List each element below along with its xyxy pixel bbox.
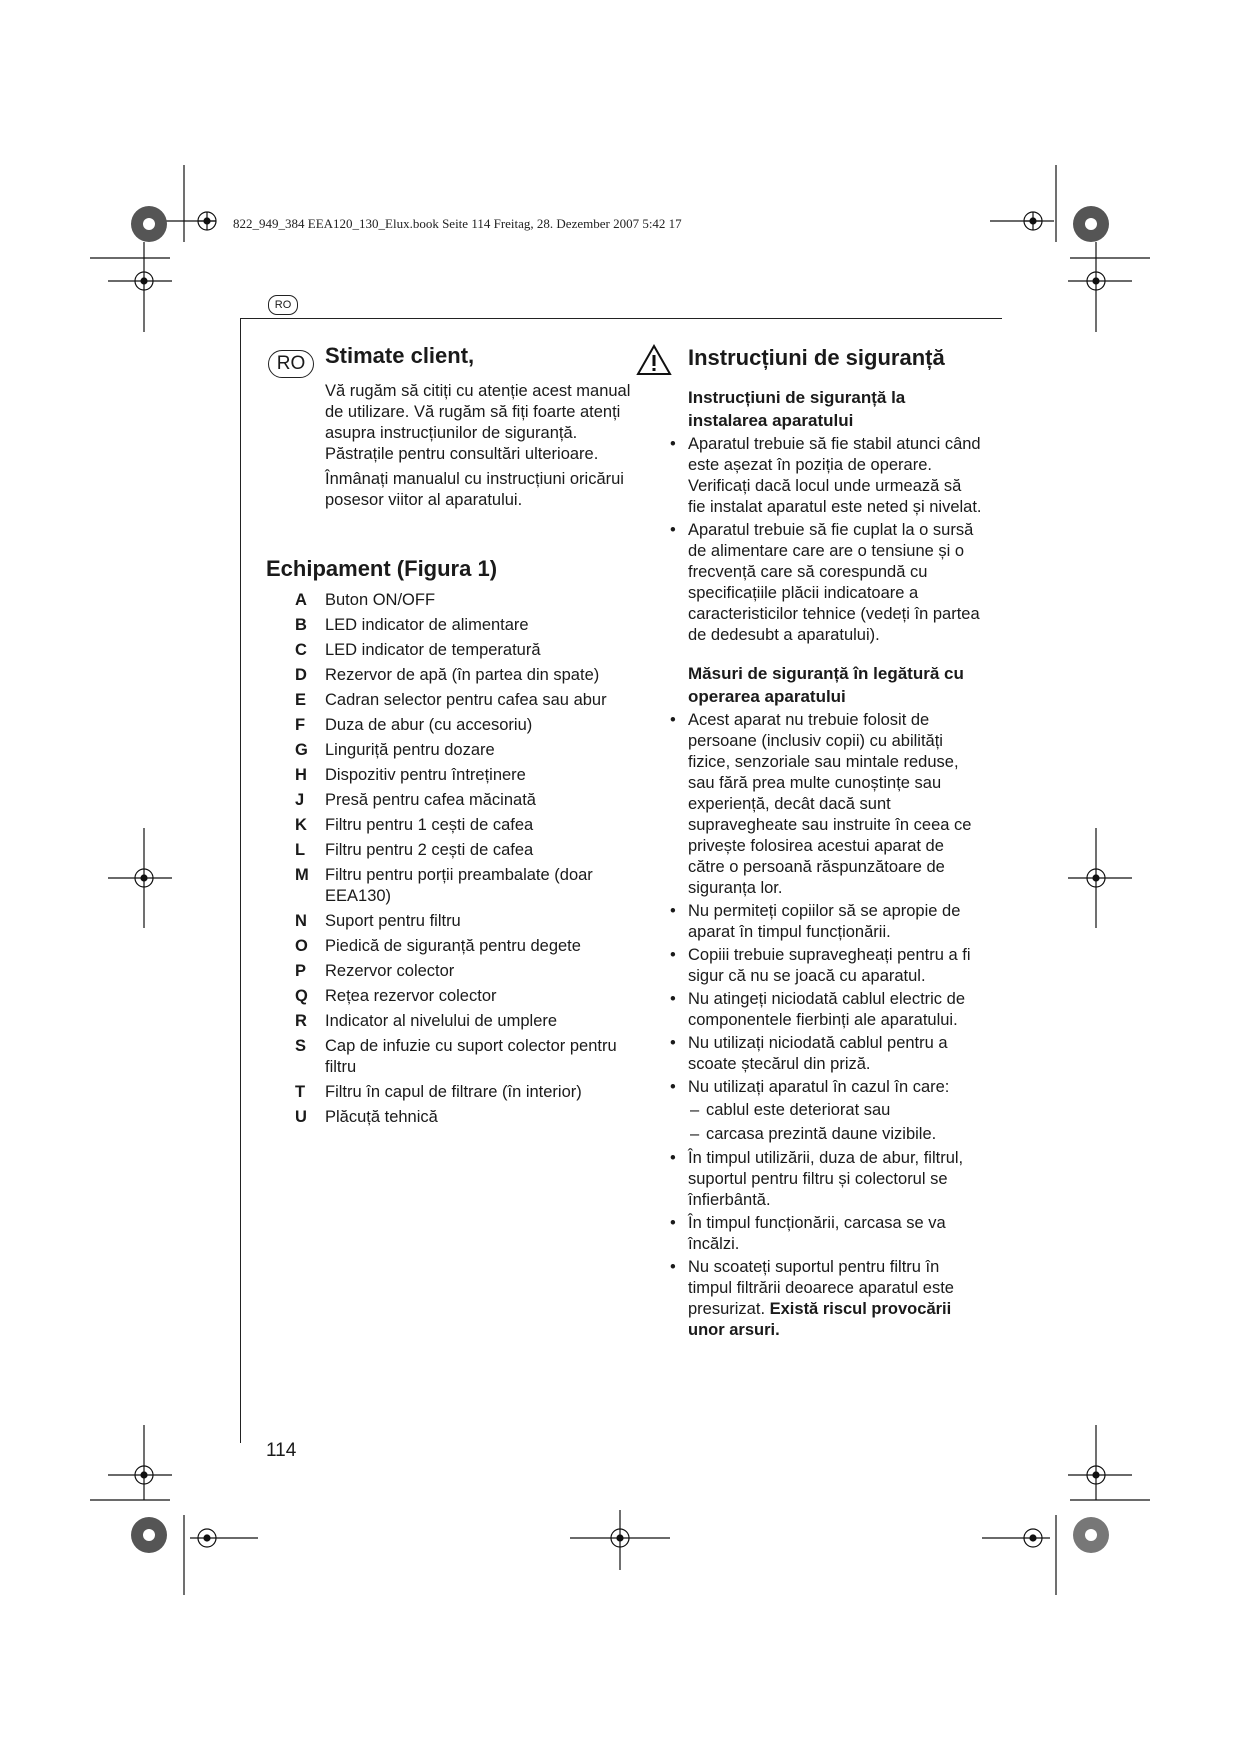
- list-item: • Nu atingeți niciodată cablul electric de componentele fierbinți ale aparatului.: [670, 990, 965, 1029]
- welcome-text: [325, 381, 635, 515]
- list-item: – cablul este deteriorat sau: [690, 1101, 891, 1119]
- burn-warning: Există riscul provocării unor arsuri.: [688, 1300, 952, 1339]
- left-rule: [240, 318, 241, 1443]
- file-header: 822_949_384 EEA120_130_Elux.book Seite 114 Freitag, 28. Dezember 2007 5:42 17: [233, 216, 682, 231]
- equipment-label: Plăcuță tehnică: [325, 1108, 438, 1126]
- welcome-paragraph: Înmânați manualul cu instrucțiuni oricărui posesor viitor al aparatului.: [325, 470, 624, 509]
- equipment-label: LED indicator de alimentare: [325, 616, 529, 634]
- list-item: – carcasa prezintă daune vizibile.: [690, 1125, 937, 1143]
- equipment-key: E: [295, 691, 307, 709]
- safety-section: [670, 386, 983, 1343]
- equipment-item: [295, 740, 640, 761]
- equipment-key: A: [295, 591, 307, 609]
- equipment-label: Filtru pentru 1 cești de cafea: [325, 816, 534, 834]
- equipment-label: LED indicator de temperatură: [325, 641, 541, 659]
- equipment-item: [295, 765, 640, 786]
- install-bullets: [670, 434, 983, 646]
- equipment-key: G: [295, 741, 308, 759]
- equipment-item: [295, 936, 640, 957]
- safety-title: Instrucțiuni de siguranță: [688, 345, 945, 370]
- equipment-list: [295, 590, 640, 1132]
- install-subtitle: Instrucțiuni de siguranță la instalarea aparatului: [688, 388, 906, 430]
- page-number: 114: [266, 1440, 297, 1461]
- equipment-key: B: [295, 616, 307, 634]
- equipment-key: H: [295, 766, 307, 784]
- equipment-label: Rezervor colector: [325, 962, 455, 980]
- equipment-key: O: [295, 937, 308, 955]
- equipment-item: [295, 790, 640, 811]
- equipment-item: [295, 690, 640, 711]
- welcome-title: Stimate client,: [325, 343, 475, 368]
- equipment-item: [295, 911, 640, 932]
- equipment-item: [295, 961, 640, 982]
- list-item: • Nu utilizați aparatul în cazul în care:: [670, 1078, 950, 1096]
- equipment-label: Rezervor de apă (în partea din spate): [325, 666, 600, 684]
- equipment-item: [295, 1036, 640, 1078]
- list-item: • Aparatul trebuie să fie cuplat la o sursă de alimentare care are o tensiune și o frecvență care să corespundă cu specificațiile plăcii indicatoare a caracteristicilor tehnice (vedeți în partea de dedesubt a aparatului).: [670, 521, 980, 644]
- equipment-item: [295, 1011, 640, 1032]
- list-item: • Copiii trebuie supravegheați pentru a fi sigur că nu se joacă cu aparatul.: [670, 946, 971, 985]
- condition-list: [688, 1100, 983, 1145]
- list-item: • Nu scoateți suportul pentru filtru în timpul filtrării deoarece aparatul este presurizat. Există riscul provocării unor arsuri.: [670, 1258, 954, 1339]
- equipment-label: Presă pentru cafea măcinată: [325, 791, 536, 809]
- equipment-label: Indicator al nivelului de umplere: [325, 1012, 558, 1030]
- language-badge: RO: [268, 350, 314, 378]
- equipment-key: S: [295, 1037, 307, 1055]
- equipment-key: C: [295, 641, 307, 659]
- equipment-label: Filtru pentru porții preambalate (doar EEA130): [325, 866, 593, 905]
- equipment-key: P: [295, 962, 307, 980]
- equipment-item: [295, 840, 640, 861]
- equipment-label: Suport pentru filtru: [325, 912, 461, 930]
- equipment-label: Cadran selector pentru cafea sau abur: [325, 691, 607, 709]
- equipment-key: L: [295, 841, 306, 859]
- equipment-label: Linguriță pentru dozare: [325, 741, 495, 759]
- equipment-item: [295, 865, 640, 907]
- operation-bullets-2: [670, 1148, 983, 1341]
- equipment-key: F: [295, 716, 306, 734]
- warning-icon: [636, 344, 672, 376]
- equipment-label: Dispozitiv pentru întreținere: [325, 766, 526, 784]
- list-item: • În timpul utilizării, duza de abur, filtrul, suportul pentru filtru și colectorul se înfierbântă.: [670, 1149, 964, 1209]
- equipment-label: Rețea rezervor colector: [325, 987, 497, 1005]
- welcome-paragraph: Vă rugăm să citiți cu atenție acest manual de utilizare. Vă rugăm să fiți foarte atenți asupra instrucțiunilor de siguranță. Păstrațile pentru consultări ulterioare.: [325, 382, 631, 463]
- equipment-item: [295, 1082, 640, 1103]
- equipment-item: [295, 640, 640, 661]
- equipment-key: U: [295, 1108, 307, 1126]
- equipment-key: T: [295, 1083, 306, 1101]
- equipment-label: Cap de infuzie cu suport colector pentru filtru: [325, 1037, 617, 1076]
- equipment-item: [295, 815, 640, 836]
- equipment-key: N: [295, 912, 307, 930]
- list-item: • Nu permiteți copiilor să se apropie de aparat în timpul funcționării.: [670, 902, 961, 941]
- equipment-item: [295, 665, 640, 686]
- top-rule: [240, 318, 1002, 319]
- equipment-key: M: [295, 866, 309, 884]
- equipment-key: Q: [295, 987, 308, 1005]
- operation-subtitle: Măsuri de siguranță în legătură cu operarea aparatului: [688, 664, 964, 706]
- equipment-title: Echipament (Figura 1): [266, 556, 498, 581]
- equipment-item: [295, 986, 640, 1007]
- equipment-key: R: [295, 1012, 307, 1030]
- equipment-item: [295, 1107, 640, 1128]
- equipment-key: K: [295, 816, 307, 834]
- list-item: • Aparatul trebuie să fie stabil atunci când este așezat în poziția de operare. Verificați dacă locul unde urmează să fie instalat aparatul este neted și nivelat.: [670, 435, 982, 516]
- operation-bullets: [670, 710, 983, 1098]
- equipment-label: Filtru pentru 2 cești de cafea: [325, 841, 534, 859]
- equipment-item: [295, 615, 640, 636]
- equipment-item: [295, 715, 640, 736]
- list-item: • În timpul funcționării, carcasa se va încălzi.: [670, 1214, 946, 1253]
- equipment-label: Buton ON/OFF: [325, 591, 436, 609]
- equipment-label: Piedică de siguranță pentru degete: [325, 937, 581, 955]
- equipment-key: D: [295, 666, 307, 684]
- list-item: • Nu utilizați niciodată cablul pentru a scoate ștecărul din priză.: [670, 1034, 948, 1073]
- list-item: • Acest aparat nu trebuie folosit de persoane (inclusiv copii) cu abilități fizice, senzoriale sau mintale reduse, sau fără prea multe cunoștințe sau experiență, decât dacă sunt supravegheate sau instruite în ceea ce privește folosirea acestui aparat de către o persoană răspunzătoare de siguranța lor.: [670, 711, 972, 897]
- equipment-key: J: [295, 791, 305, 809]
- equipment-label: Filtru în capul de filtrare (în interior): [325, 1083, 582, 1101]
- language-badge-small: RO: [268, 295, 298, 315]
- equipment-label: Duza de abur (cu accesoriu): [325, 716, 533, 734]
- equipment-item: [295, 590, 640, 611]
